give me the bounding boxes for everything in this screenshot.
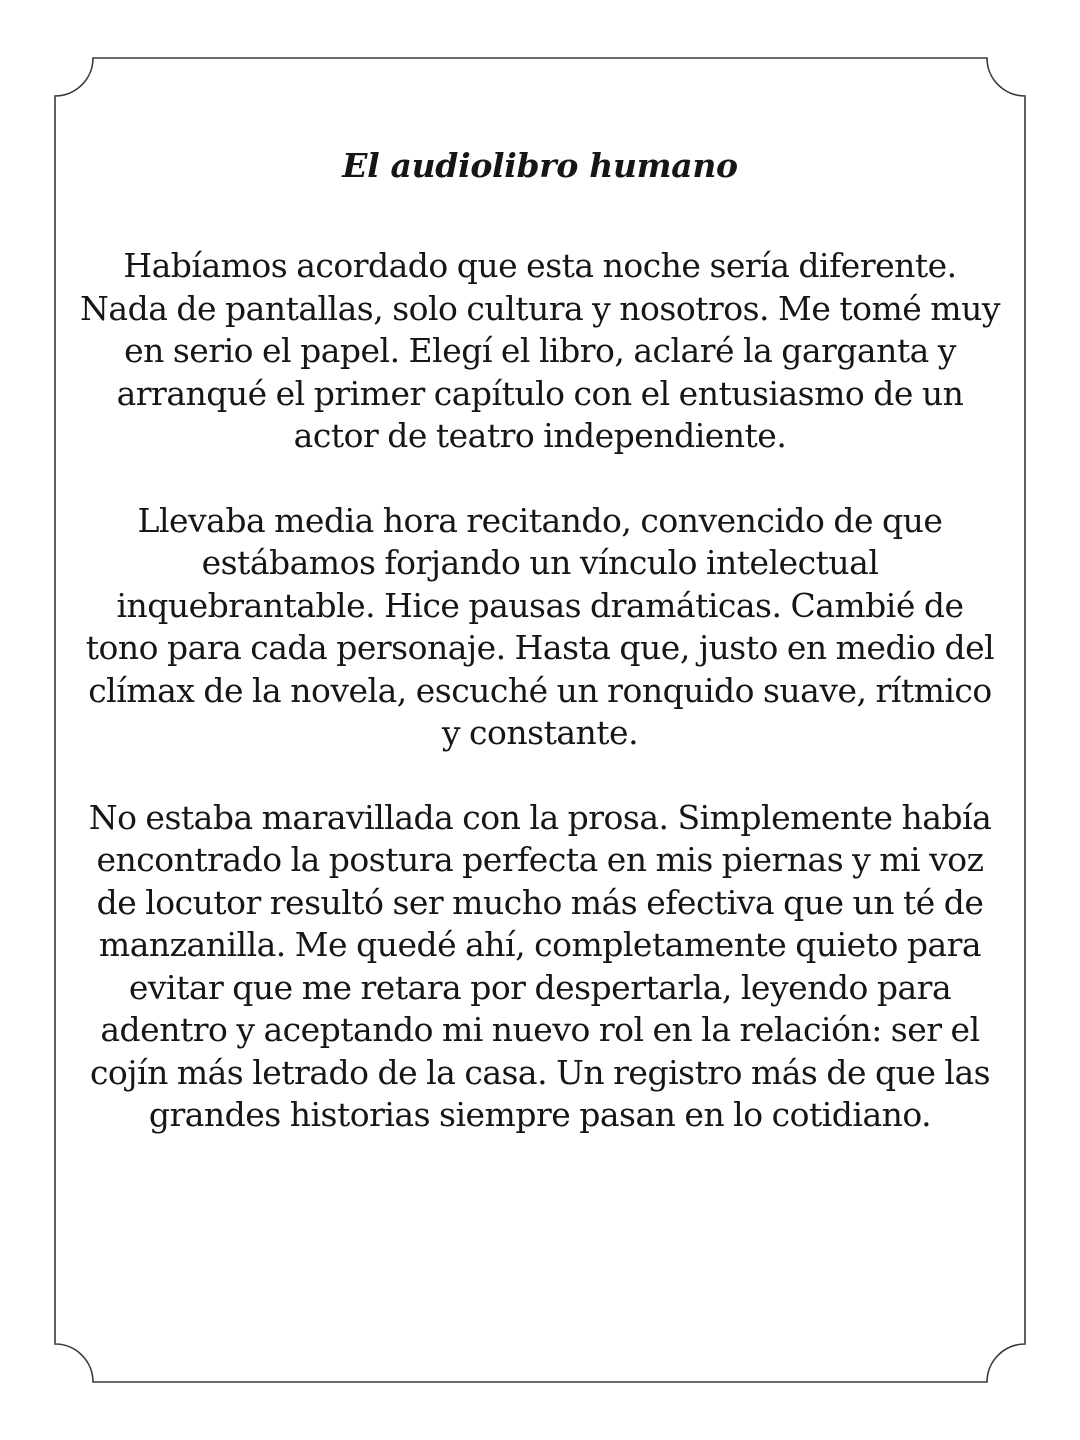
story-paragraph-1: Habíamos acordado que esta noche sería diferente. Nada de pantallas, solo cultura y nosotros. Me tomé muy en serio el papel. Elegí el libro, aclaré la garganta y arranqué el primer capítulo con el entusiasmo de un actor de teatro independiente. (80, 246, 1000, 455)
story-paragraph-3: No estaba maravillada con la prosa. Simplemente había encontrado la postura perfecta en mis piernas y mi voz de locutor resultó ser mucho más efectiva que un té de manzanilla. Me quedé ahí, completamente quieto para evitar que me retara por despertarla, leyendo para adentro y aceptando mi nuevo rol en la relación: ser el cojín más letrado de la casa. Un registro más de que las grandes historias siempre pasan en lo cotidiano. (88, 797, 992, 1134)
story-paragraph-2: Llevaba media hora recitando, convencido de que estábamos forjando un vínculo intelectual inquebrantable. Hice pausas dramáticas. Cambié de tono para cada personaje. Hasta que, justo en medio del clímax de la novela, escuché un ronquido suave, rítmico y constante. (85, 500, 995, 752)
story-card (80, 143, 1000, 1137)
story-title: El audiolibro humano (342, 146, 738, 185)
